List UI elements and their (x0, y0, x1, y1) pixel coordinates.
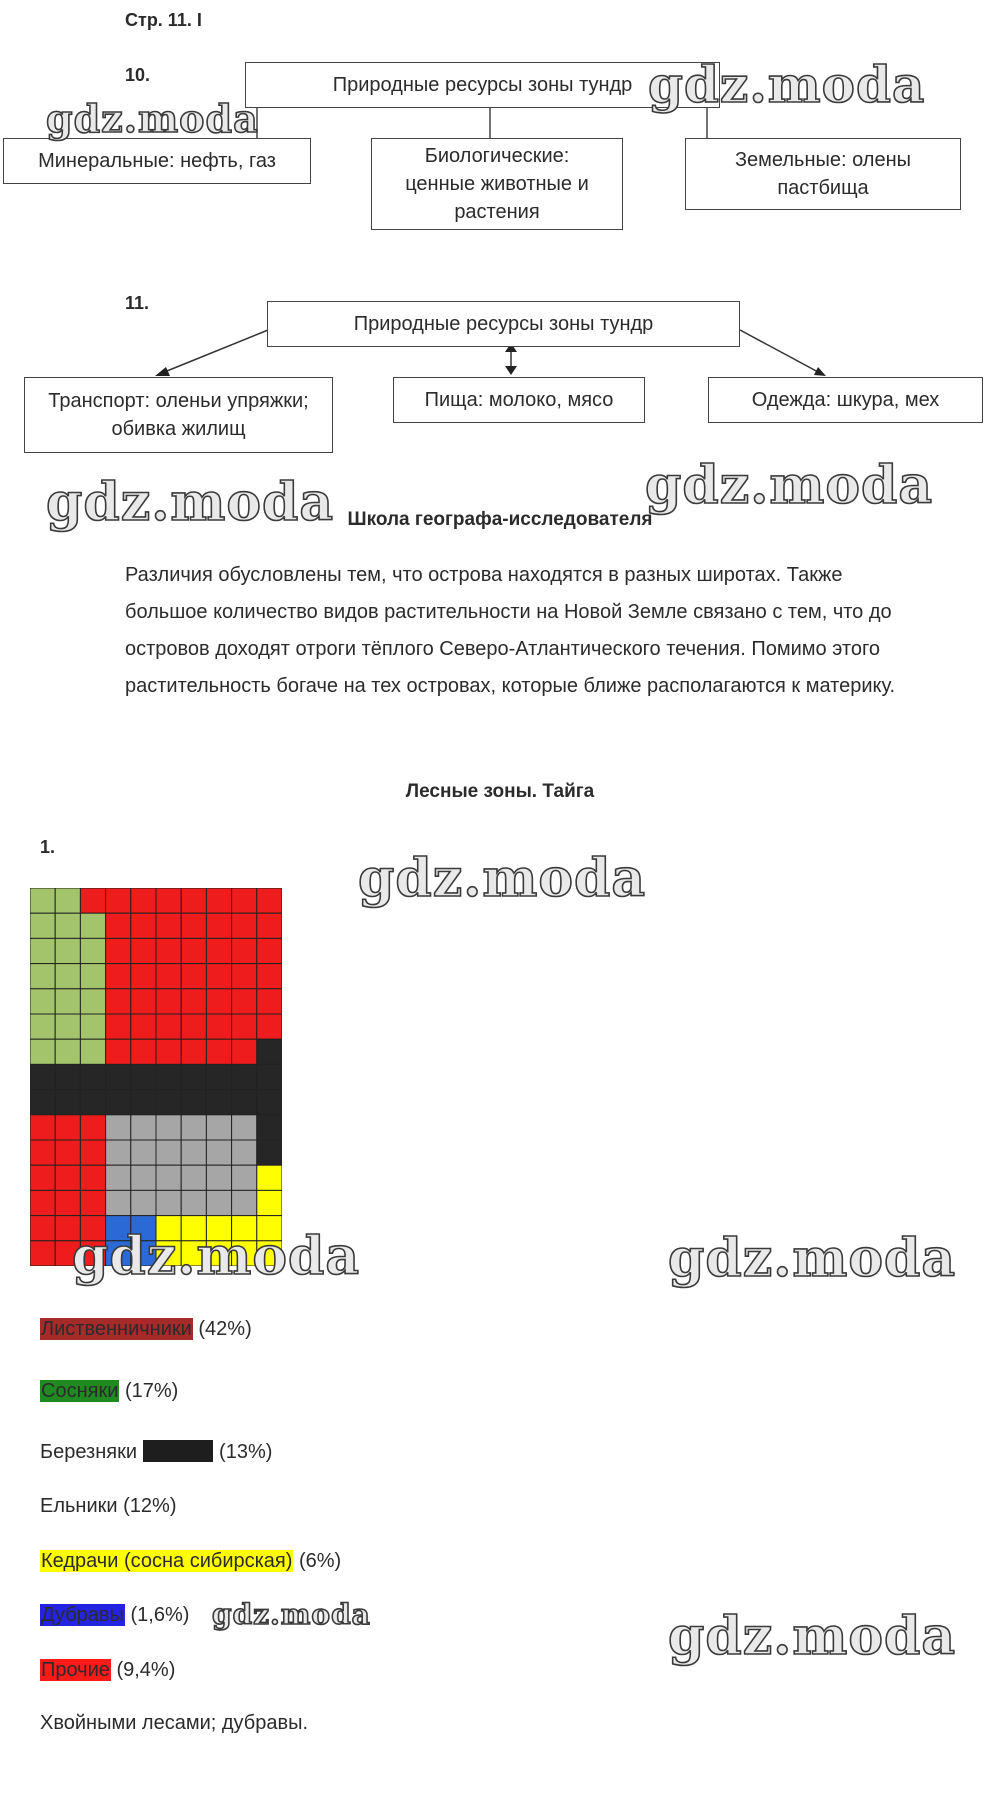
legend-label-cedar: Кедрачи (сосна сибирская) (41, 1550, 293, 1572)
school-line-1: Различия обусловлены тем, что острова находятся в разных широтах. Также (125, 564, 843, 586)
waffle-cell (30, 1190, 55, 1215)
waffle-cell (232, 913, 257, 938)
waffle-cell (55, 913, 80, 938)
waffle-cell (257, 1190, 282, 1215)
waffle-cell (181, 938, 206, 963)
waffle-cell (131, 1216, 156, 1241)
legend-row-other (40, 1659, 175, 1682)
waffle-cell (181, 1115, 206, 1140)
waffle-cell (106, 1165, 131, 1190)
waffle-cell (257, 1090, 282, 1115)
waffle-cell (257, 1140, 282, 1165)
legend-label-other: Прочие (41, 1659, 110, 1681)
task10-biological-line-2: ценные животные и (405, 173, 589, 195)
waffle-cell (257, 1014, 282, 1039)
waffle-cell (55, 1165, 80, 1190)
waffle-cell (55, 989, 80, 1014)
waffle-chart (30, 888, 282, 1266)
waffle-cell (181, 1064, 206, 1089)
waffle-cell (181, 989, 206, 1014)
watermark: gdz.moda (648, 55, 926, 114)
waffle-cell (55, 1115, 80, 1140)
waffle-cell (181, 913, 206, 938)
waffle-cell (30, 1115, 55, 1140)
task10-mineral-box: Минеральные: нефть, газ (3, 138, 311, 184)
waffle-cell (206, 964, 231, 989)
waffle-cell (206, 1140, 231, 1165)
waffle-cell (30, 1241, 55, 1266)
waffle-cell (156, 989, 181, 1014)
task10-land-line-2: пастбища (777, 177, 869, 199)
legend-value-pine: (17%) (124, 1380, 179, 1402)
waffle-cell (80, 888, 105, 913)
waffle-cell (181, 1090, 206, 1115)
waffle-cell (206, 1241, 231, 1266)
waffle-cell (106, 1216, 131, 1241)
waffle-cell (55, 1216, 80, 1241)
waffle-cell (106, 913, 131, 938)
waffle-cell (30, 1090, 55, 1115)
waffle-cell (80, 1165, 105, 1190)
waffle-cell (80, 913, 105, 938)
waffle-cell (80, 938, 105, 963)
waffle-cell (30, 1014, 55, 1039)
waffle-cell (232, 1090, 257, 1115)
waffle-cell (80, 1014, 105, 1039)
waffle-cell (80, 989, 105, 1014)
waffle-cell (131, 989, 156, 1014)
task11-transport-line-2: обивка жилищ (111, 418, 246, 440)
legend-swatch-birch (143, 1440, 213, 1462)
waffle-cell (55, 1241, 80, 1266)
task10-biological-box (371, 138, 623, 230)
waffle-cell (131, 1165, 156, 1190)
waffle-cell (232, 1190, 257, 1215)
legend-value-oak: (1,6%) (130, 1604, 190, 1626)
answer-text: Хвойными лесами; дубравы. (40, 1712, 309, 1734)
waffle-cell (257, 964, 282, 989)
waffle-cell (232, 1014, 257, 1039)
waffle-cell (206, 1115, 231, 1140)
waffle-cell (232, 1165, 257, 1190)
waffle-cell (30, 913, 55, 938)
school-paragraph (125, 557, 985, 705)
watermark: gdz.moda (212, 1598, 371, 1631)
school-line-3: островов доходят отроги тёплого Северо-Атлантического течения. Помимо этого (125, 638, 880, 660)
waffle-cell (181, 1190, 206, 1215)
waffle-cell (181, 888, 206, 913)
waffle-cell (206, 989, 231, 1014)
waffle-cell (181, 964, 206, 989)
legend-row-oak (40, 1604, 189, 1627)
waffle-cell (30, 1140, 55, 1165)
waffle-cell (181, 1014, 206, 1039)
waffle-cell (80, 1140, 105, 1165)
waffle-cell (106, 964, 131, 989)
page-header: Стр. 11. І (125, 10, 202, 30)
legend-row-birch (40, 1440, 272, 1464)
waffle-cell (156, 1014, 181, 1039)
waffle-cell (106, 989, 131, 1014)
waffle-cell (55, 964, 80, 989)
legend-value-cedar: (6%) (298, 1550, 342, 1572)
waffle-cell (206, 1064, 231, 1089)
waffle-cell (106, 938, 131, 963)
waffle-cell (257, 1216, 282, 1241)
watermark: gdz.moda (645, 455, 934, 516)
waffle-cell (232, 938, 257, 963)
watermark: gdz.moda (46, 96, 259, 141)
legend-label-spruce: Ельники (40, 1495, 118, 1517)
waffle-cell (131, 1140, 156, 1165)
watermark: gdz.moda (358, 848, 647, 909)
waffle-cell (30, 1165, 55, 1190)
task11-transport-line-1: Транспорт: оленьи упряжки; (48, 390, 309, 412)
legend-label-oak: Дубравы (41, 1604, 124, 1626)
waffle-cell (232, 1241, 257, 1266)
waffle-cell (30, 989, 55, 1014)
waffle-cell (55, 1090, 80, 1115)
legend-row-spruce (40, 1495, 177, 1518)
waffle-cell (55, 888, 80, 913)
watermark: gdz.moda (668, 1228, 957, 1289)
waffle-cell (257, 888, 282, 913)
waffle-cell (232, 1064, 257, 1089)
waffle-cell (257, 1241, 282, 1266)
waffle-cell (206, 1190, 231, 1215)
waffle-cell (131, 1115, 156, 1140)
task10-root-box: Природные ресурсы зоны тундр (245, 62, 720, 108)
waffle-cell (106, 1064, 131, 1089)
task10-land-line-1: Земельные: олены (734, 149, 912, 171)
legend-label-pine: Сосняки (41, 1380, 119, 1402)
legend-label-larch: Лиственничники (41, 1318, 192, 1340)
waffle-cell (156, 1039, 181, 1064)
waffle-cell (131, 1190, 156, 1215)
waffle-cell (30, 1064, 55, 1089)
waffle-cell (55, 1014, 80, 1039)
waffle-cell (206, 1216, 231, 1241)
waffle-cell (181, 1140, 206, 1165)
waffle-cell (30, 938, 55, 963)
waffle-cell (106, 888, 131, 913)
waffle-cell (80, 964, 105, 989)
waffle-cell (156, 1241, 181, 1266)
waffle-cell (257, 1039, 282, 1064)
waffle-cell (80, 1064, 105, 1089)
school-title: Школа географа-исследователя (347, 509, 653, 530)
waffle-cell (131, 1090, 156, 1115)
waffle-cell (156, 1115, 181, 1140)
waffle-cell (131, 1039, 156, 1064)
waffle-cell (106, 1014, 131, 1039)
task10-biological-line-3: растения (454, 201, 540, 223)
waffle-cell (206, 938, 231, 963)
task10-biological-line-1: Биологические: (424, 145, 570, 167)
waffle-cell (232, 1140, 257, 1165)
watermark: gdz.moda (72, 1226, 361, 1287)
waffle-cell (257, 1064, 282, 1089)
waffle-cell (156, 1140, 181, 1165)
waffle-cell (181, 1165, 206, 1190)
waffle-cell (131, 888, 156, 913)
waffle-cell (206, 913, 231, 938)
legend-row-larch (40, 1318, 252, 1341)
waffle-cell (156, 964, 181, 989)
waffle-cell (232, 1115, 257, 1140)
task11-clothing-box: Одежда: шкура, мех (708, 377, 983, 423)
legend-label-birch: Березняки (40, 1441, 138, 1463)
waffle-cell (206, 1014, 231, 1039)
waffle-cell (80, 1090, 105, 1115)
waffle-cell (156, 1165, 181, 1190)
waffle-cell (106, 1090, 131, 1115)
task10-land-box (685, 138, 961, 210)
waffle-cell (156, 1064, 181, 1089)
school-line-2: большое количество видов растительности на Новой Земле связано с тем, что до (125, 601, 892, 623)
waffle-cell (30, 964, 55, 989)
waffle-cell (156, 913, 181, 938)
waffle-cell (55, 1064, 80, 1089)
waffle-cell (106, 1190, 131, 1215)
waffle-cell (30, 1039, 55, 1064)
waffle-cell (156, 1190, 181, 1215)
waffle-cell (257, 913, 282, 938)
legend-value-birch: (13%) (219, 1441, 273, 1463)
waffle-cell (80, 1241, 105, 1266)
waffle-cell (232, 1039, 257, 1064)
task11-transport-box (24, 377, 333, 453)
waffle-cell (131, 1064, 156, 1089)
waffle-cell (106, 1241, 131, 1266)
waffle-cell (206, 888, 231, 913)
task11-number: 11. (125, 293, 150, 313)
school-line-4: растительность богаче на тех островах, которые ближе располагаются к материку. (125, 675, 896, 697)
waffle-cell (55, 1140, 80, 1165)
waffle-cell (232, 964, 257, 989)
waffle-cell (156, 1090, 181, 1115)
waffle-cell (257, 1115, 282, 1140)
task10-number: 10. (125, 65, 151, 85)
forest-task-number: 1. (40, 837, 56, 857)
waffle-cell (80, 1216, 105, 1241)
waffle-cell (156, 1216, 181, 1241)
waffle-cell (181, 1216, 206, 1241)
waffle-cell (206, 1039, 231, 1064)
waffle-cell (156, 938, 181, 963)
waffle-cell (80, 1115, 105, 1140)
waffle-cell (30, 888, 55, 913)
waffle-cell (55, 938, 80, 963)
legend-value-larch: (42%) (198, 1318, 252, 1340)
task11-root-box: Природные ресурсы зоны тундр (267, 301, 740, 347)
waffle-cell (131, 913, 156, 938)
legend-row-pine (40, 1380, 178, 1403)
waffle-cell (106, 1140, 131, 1165)
waffle-cell (232, 888, 257, 913)
waffle-cell (55, 1190, 80, 1215)
legend-value-spruce: (12%) (123, 1495, 177, 1517)
waffle-cell (206, 1090, 231, 1115)
waffle-cell (181, 1039, 206, 1064)
waffle-cell (30, 1216, 55, 1241)
waffle-cell (80, 1039, 105, 1064)
watermark: gdz.moda (46, 472, 335, 533)
forest-title: Лесные зоны. Тайга (405, 781, 595, 802)
waffle-cell (106, 1115, 131, 1140)
waffle-cell (257, 1165, 282, 1190)
waffle-cell (55, 1039, 80, 1064)
waffle-cell (257, 989, 282, 1014)
task11-food-box: Пища: молоко, мясо (393, 377, 645, 423)
legend-row-cedar (40, 1550, 341, 1573)
watermark: gdz.moda (668, 1606, 957, 1667)
waffle-cell (206, 1165, 231, 1190)
waffle-cell (131, 964, 156, 989)
waffle-cell (80, 1190, 105, 1215)
waffle-cell (156, 888, 181, 913)
waffle-cell (257, 938, 282, 963)
waffle-cell (131, 1241, 156, 1266)
legend-value-other: (9,4%) (116, 1659, 176, 1681)
waffle-cell (181, 1241, 206, 1266)
waffle-cell (106, 1039, 131, 1064)
waffle-cell (232, 989, 257, 1014)
waffle-cell (131, 938, 156, 963)
waffle-cell (232, 1216, 257, 1241)
waffle-cell (131, 1014, 156, 1039)
